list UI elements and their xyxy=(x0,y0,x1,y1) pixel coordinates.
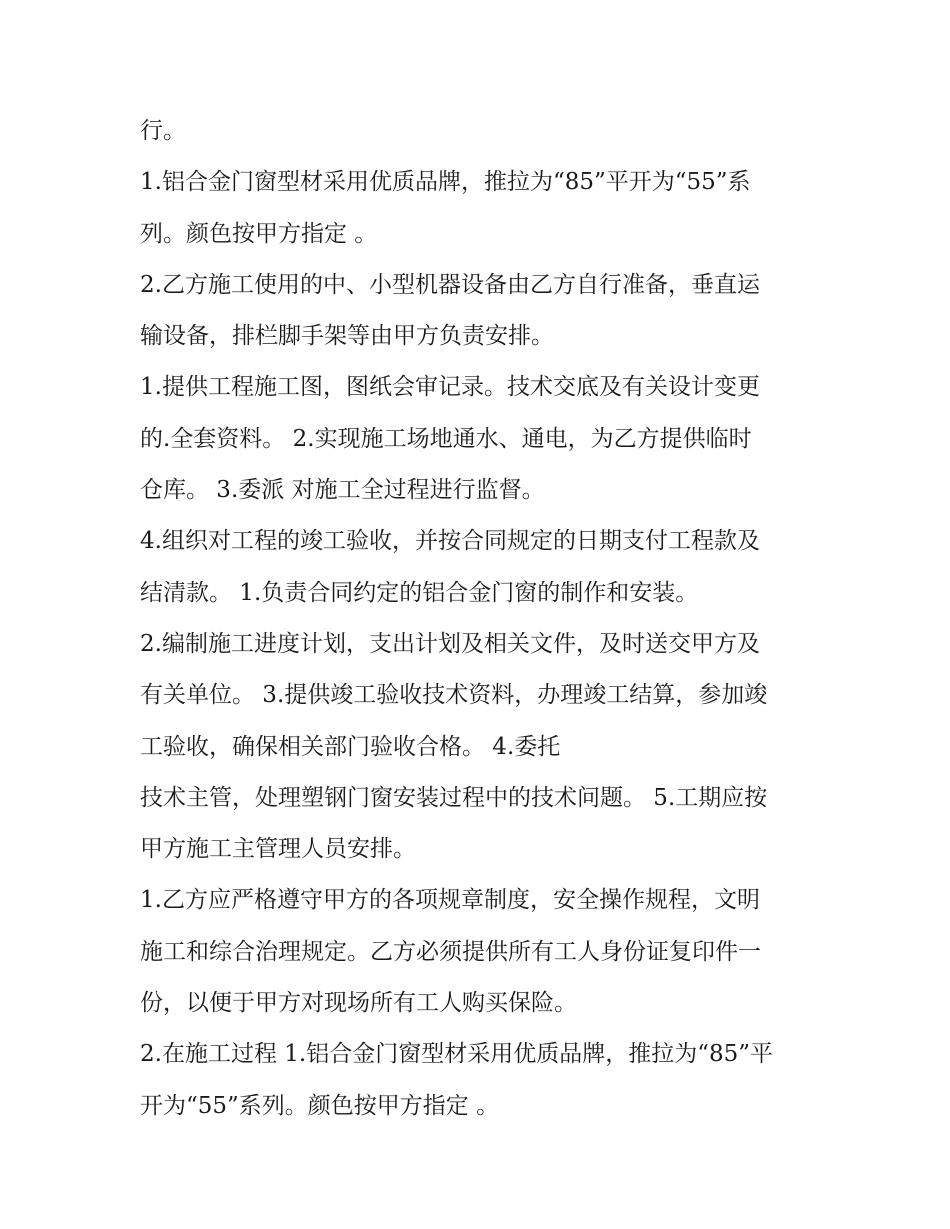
text-line: 1.铝合金门窗型材采用优质品牌，推拉为“85”平开为“55”系 xyxy=(140,169,751,196)
text-line: 2.编制施工进度计划，支出计划及相关文件，及时送交甲方及 xyxy=(140,630,760,657)
text-line: 份，以便于甲方对现场所有工人购买保险。 xyxy=(140,990,577,1017)
text-line: 开为“55”系列。颜色按甲方指定 。 xyxy=(140,1092,500,1119)
text-line: 1.乙方应严格遵守甲方的各项规章制度，安全操作规程，文明 xyxy=(140,887,760,914)
text-line: 结清款。 1.负责合同约定的铝合金门窗的制作和安装。 xyxy=(140,579,699,606)
text-line: 列。颜色按甲方指定 。 xyxy=(140,220,378,247)
text-line: 行。 xyxy=(140,118,186,144)
text-line: 有关单位。 3.提供竣工验收技术资料，办理竣工结算，参加竣 xyxy=(140,682,768,709)
text-line: 施工和综合治理规定。乙方必须提供所有工人身份证复印件一 xyxy=(140,938,761,965)
text-line: 2.乙方施工使用的中、小型机器设备由乙方自行准备，垂直运 xyxy=(140,271,760,298)
text-line: 工验收，确保相关部门验收合格。 4.委托 xyxy=(140,733,561,760)
text-line: 甲方施工主管理人员安排。 xyxy=(140,836,416,863)
text-line: 输设备，排栏脚手架等由甲方负责安排。 xyxy=(140,323,554,350)
text-line: 仓库。 3.委派 对施工全过程进行监督。 xyxy=(140,477,545,504)
text-line: 4.组织对工程的竣工验收，并按合同规定的日期支付工程款及 xyxy=(140,528,760,555)
text-line: 的.全套资料。 2.实现施工场地通水、通电，为乙方提供临时 xyxy=(140,425,752,452)
text-line: 1.提供工程施工图，图纸会审记录。技术交底及有关设计变更 xyxy=(140,374,760,401)
text-line: 2.在施工过程 1.铝合金门窗型材采用优质品牌，推拉为“85”平 xyxy=(140,1041,773,1068)
document-body xyxy=(140,106,820,1132)
text-line: 技术主管，处理塑钢门窗安装过程中的技术问题。 5.工期应按 xyxy=(140,784,768,811)
